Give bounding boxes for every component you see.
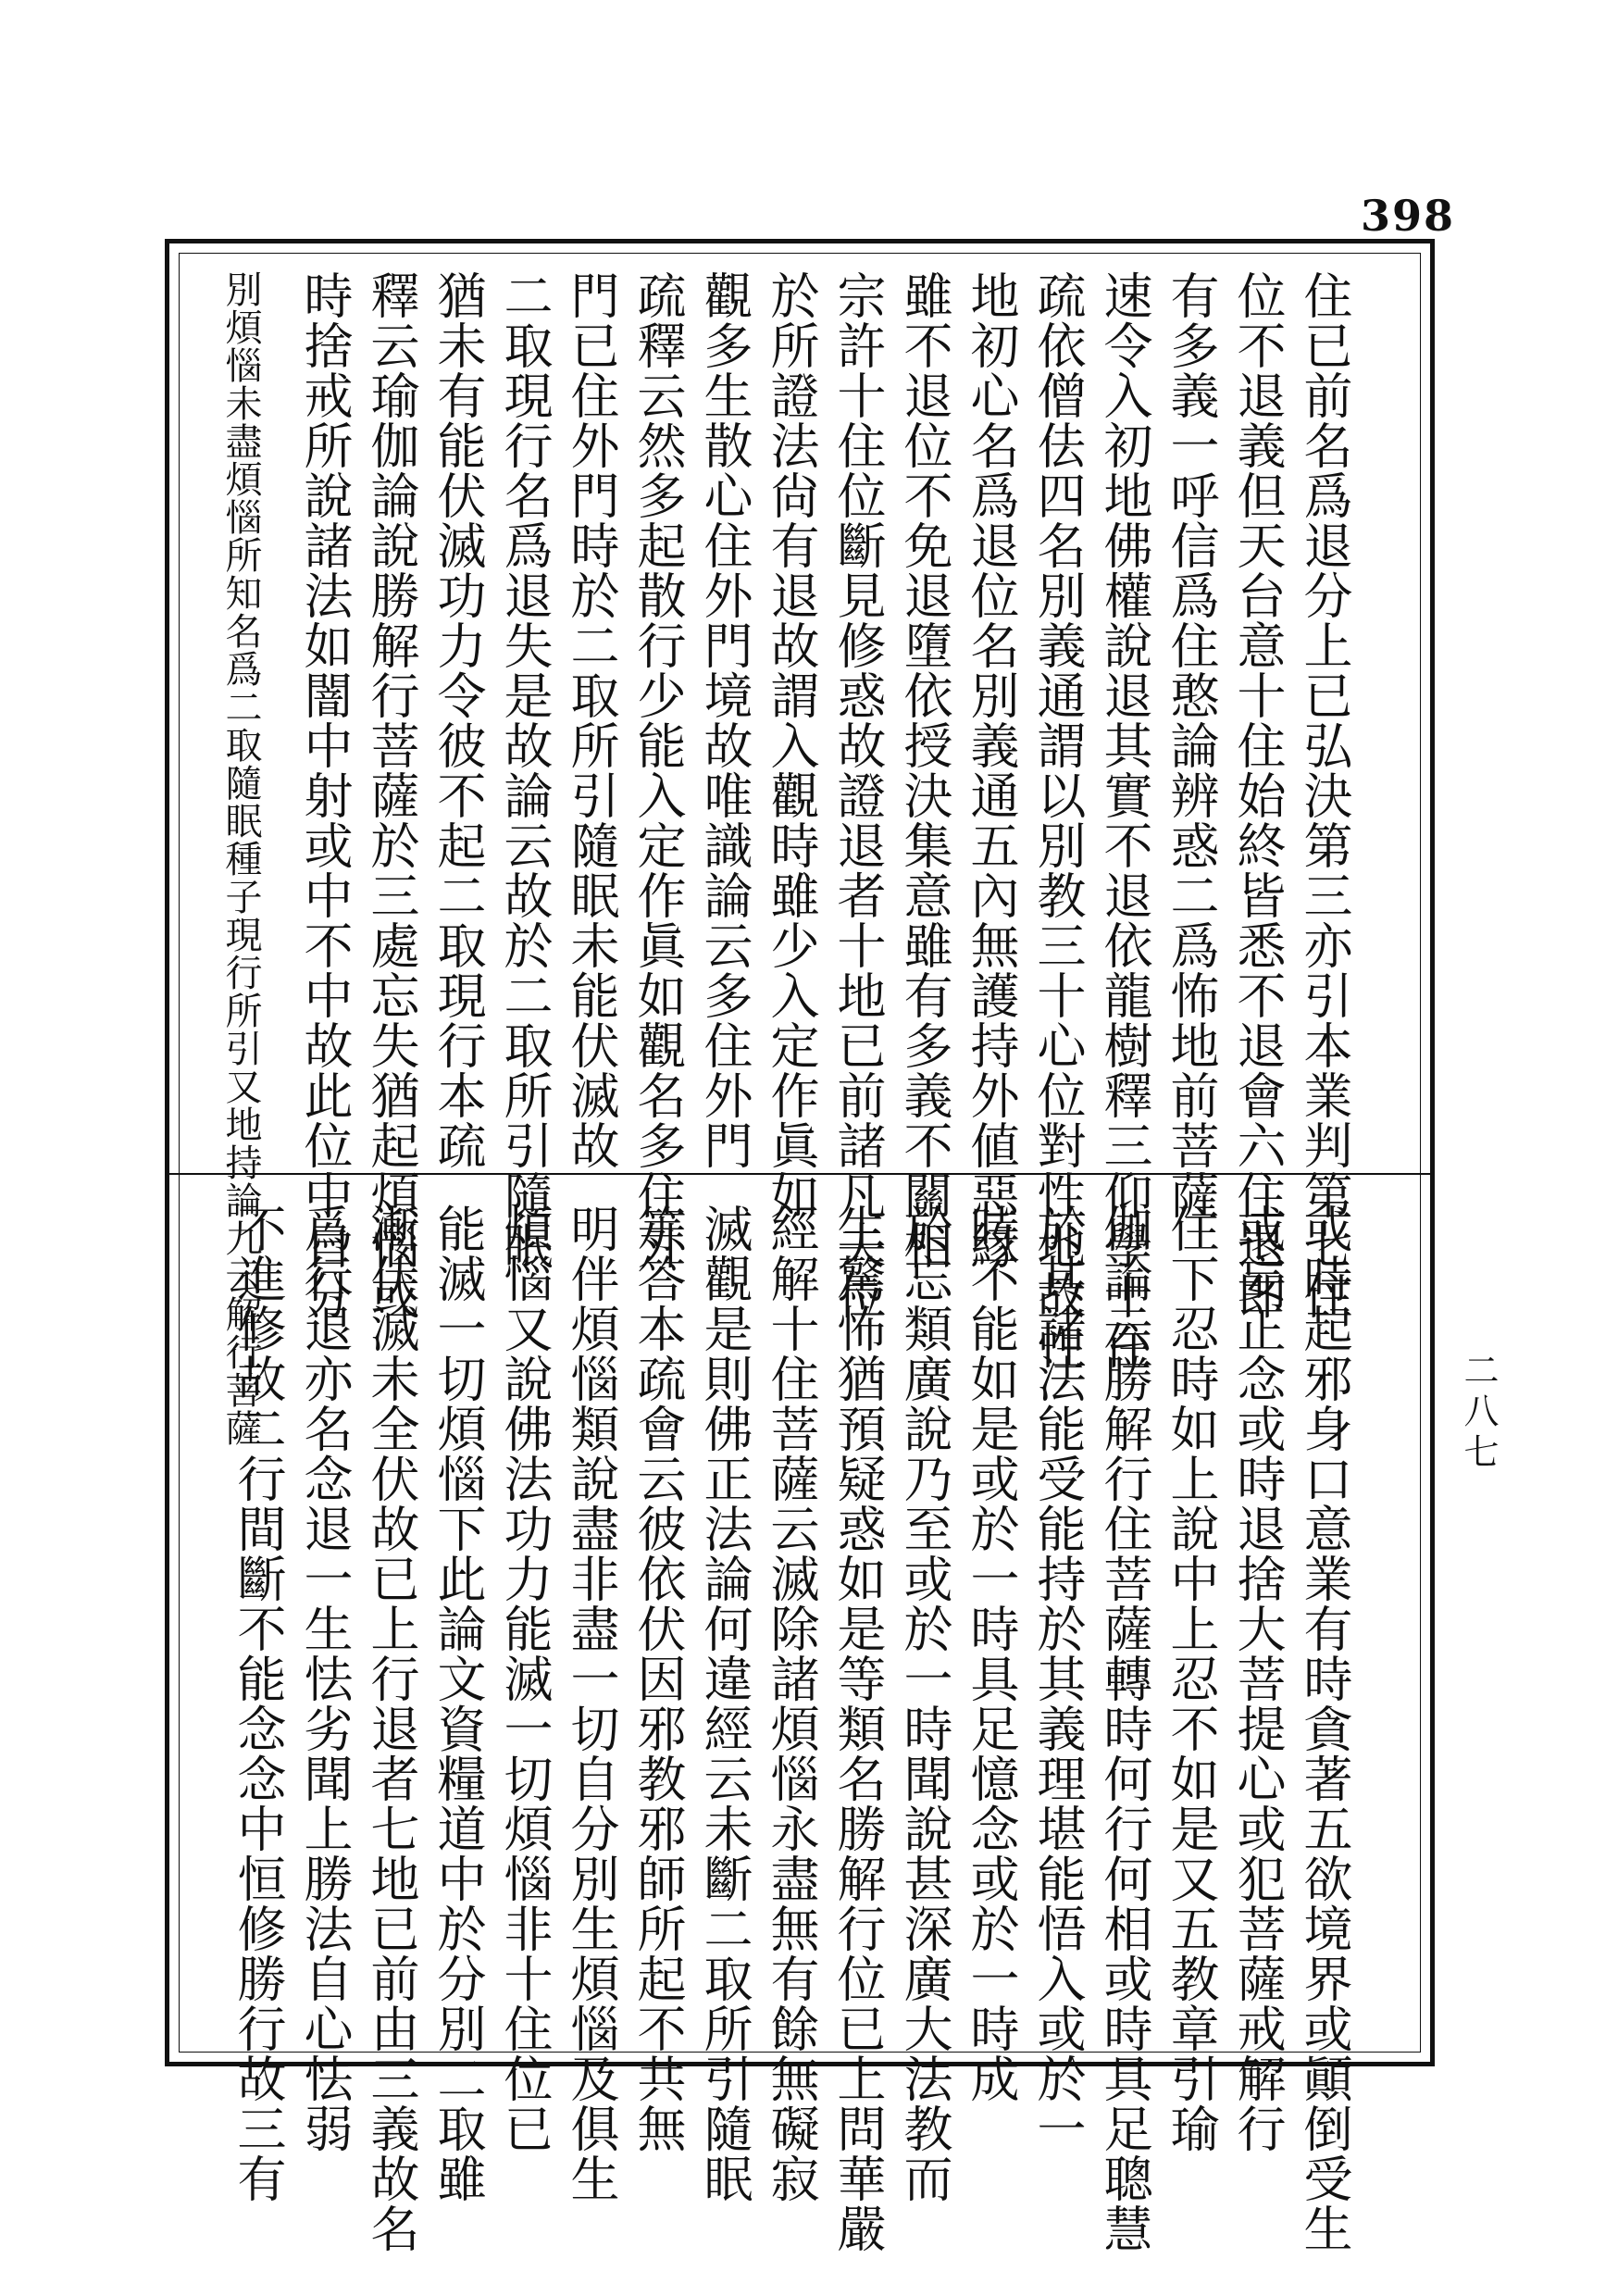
lower-column: 或時起邪身口意業有時貪著五欲境界或顚倒受生 <box>1296 1204 1352 2253</box>
upper-column: 觀多生散心住外門境故唯識論云多住外門 <box>696 270 753 1170</box>
upper-column: 釋云瑜伽論說勝解行菩薩於三處忘失猶起煩惱或 <box>363 270 419 1320</box>
upper-column: 雖不退位不免退墮依授決集意雖有多義不關相 <box>896 270 952 1270</box>
upper-column: 二取現行名爲退失是故論云故於二取所引隨眠 <box>496 270 553 1270</box>
upper-column: 位不退義但天台意十住始終皆悉不退會六住退即 <box>1229 270 1286 1320</box>
lower-column: 漸伏滅未全伏故已上行退者七地已前由三義故名 <box>363 1204 419 2253</box>
upper-column: 速令入初地佛權說退其實不退依龍樹釋三仰學十住 <box>1096 270 1152 1370</box>
upper-column: 猶未有能伏滅功力令彼不起二取現行本疏 <box>429 270 486 1170</box>
lower-column: 伽論云勝解行住菩薩轉時何行何相或時具足聰慧 <box>1096 1204 1152 2253</box>
lower-column: 住下忍時如上說中上忍不如是又五教章引瑜 <box>1163 1204 1219 2153</box>
lower-column: 明伴煩惱類說盡非盡一切自分別生煩惱及俱生 <box>563 1204 619 2203</box>
lower-column: 經解十住菩薩云滅除諸煩惱永盡無有餘無礙寂 <box>763 1204 819 2203</box>
lower-column: 時不能如是或於一時具足憶念或於一時成 <box>963 1204 1019 2103</box>
lower-column: 能滅一切煩惱下此論文資糧道中於分別二取雖 <box>429 1204 486 2203</box>
folio-number: 二八七 <box>1458 1352 1499 1474</box>
upper-column: 地初心名爲退位名別義通五內無護持外値惡緣 <box>963 270 1019 1270</box>
upper-column: 疏釋云然多起散行少能入定作眞如觀名多住外 <box>629 270 686 1270</box>
upper-column: 時捨戒所說諸法如闇中射或中不中故此位中自分 <box>296 270 353 1320</box>
lower-column: 煩惱又說佛法功力能滅一切煩惱非十住位已 <box>496 1204 553 2153</box>
upper-column: 有多義一呼信爲住憨論辨惑二爲怖地前菩薩 <box>1163 270 1219 1220</box>
lower-column: 於其諸法能受能持於其義理堪能悟入或於一 <box>1029 1204 1086 2153</box>
lower-column: 於忘類廣說乃至或於一時聞說甚深廣大法教而 <box>896 1204 952 2203</box>
lower-column: 爲行退亦名念退一生怯劣聞上勝法自心怯弱 <box>296 1204 353 2153</box>
lower-column: 滅觀是則佛正法論何違經云未斷二取所引隨眠 <box>696 1204 753 2203</box>
lower-column: 生驚怖猶預疑惑如是等類名勝解行位已上問華嚴 <box>829 1204 886 2253</box>
lower-column: 等答本疏會云彼依伏因邪教邪師所起不共無 <box>629 1204 686 2153</box>
lower-column: 不進修故二行間斷不能念念中恒修勝行故三有 <box>230 1204 286 2203</box>
upper-column: 別煩惱未盡煩惱所知名爲二取隨眠種子現行所引又地持論九云解行菩薩 <box>219 270 262 1447</box>
upper-column: 宗許十住位斷見修惑故證退者十地已前諸凡夫位 <box>829 270 886 1320</box>
upper-column: 疏依僧佉四名別義通謂以別教三十心位對性地故性 <box>1029 270 1086 1370</box>
upper-column: 住已前名爲退分上已弘決第三亦引本業判第七住 <box>1296 270 1352 1320</box>
lower-column: 或妄正念或時退捨大菩提心或犯菩薩戒解行 <box>1229 1204 1286 2153</box>
page-number: 398 <box>1361 191 1456 241</box>
upper-column: 門已住外門時於二取所引隨眠未能伏滅故 <box>563 270 619 1170</box>
upper-column: 於所證法尙有退故謂入觀時雖少入定作眞如 <box>763 270 819 1220</box>
